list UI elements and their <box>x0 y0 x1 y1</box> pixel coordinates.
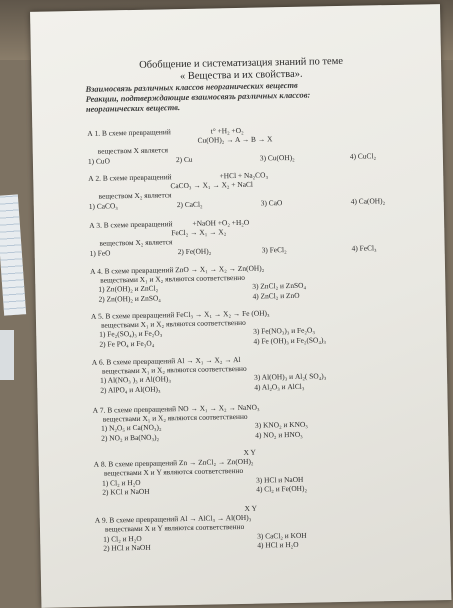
answer-option-2[interactable]: 2) AlPO₄ и Al(OH)₃ <box>100 384 161 395</box>
question-stem: А 8. В схеме превращений Zn → ZnCl₂ → Zn(OH)₂ <box>93 456 254 469</box>
question-a2 <box>88 170 386 211</box>
question-a6 <box>91 354 327 395</box>
worksheet-subtitle <box>85 79 376 115</box>
question-a4 <box>89 263 307 304</box>
answer-option-2[interactable]: 2) Zn(OH)₂ и ZnSO₄ <box>98 293 161 304</box>
question-prompt: веществами X₁ и X₂ являются соответственно <box>101 364 247 376</box>
answer-option-3[interactable]: 3) KNO₂ и KNO₃ <box>254 420 308 431</box>
answer-option-4[interactable]: 4) HCl и H₂O <box>257 539 299 550</box>
answer-option-2[interactable]: 2) Fe PO₄ и Fe₃O₄ <box>99 338 155 349</box>
answer-option-2[interactable]: 2) Cu <box>175 154 193 164</box>
answer-option-4[interactable]: 4) Ca(OH)₂ <box>350 195 386 206</box>
question-a9 <box>94 503 307 553</box>
answer-options <box>94 483 308 497</box>
answer-option-4[interactable]: 4) NO₂ и HNO₃ <box>255 429 303 440</box>
question-prompt: веществом X является <box>97 145 169 157</box>
answer-option-3[interactable]: 3) Cu(OH)₂ <box>259 152 295 163</box>
question-stem: А 5. В схеме превращений FeCl₃ → X₁ → X₂ → Fe (OH)₃ <box>90 308 270 321</box>
answer-option-3[interactable]: 3) Al(OH)₃ и Al₂( SO₄)₃ <box>254 371 327 383</box>
scheme-reagents: X Y <box>244 503 257 513</box>
question-prompt: веществами X и Y являются соответственно <box>104 522 245 534</box>
scheme-reagents: X Y <box>243 447 256 457</box>
paper-scrap <box>0 194 26 315</box>
answer-options <box>90 290 300 304</box>
title-line-2: « Вещества и их свойства». <box>179 68 303 83</box>
answer-options <box>92 381 305 395</box>
answer-option-4[interactable]: 4) CuCl₂ <box>349 150 377 161</box>
question-stem: А 7. В схеме превращений NO → X₁ → X₂ → NaNO₃ <box>92 402 260 415</box>
answer-option-1[interactable]: 1) CaCO₃ <box>88 200 118 211</box>
question-prompt: веществом X₂ является <box>98 190 172 202</box>
answer-option-3[interactable]: 3) Fe(NO₃)₃ и Fe₂O₃ <box>253 325 315 337</box>
answer-option-4[interactable]: 4) Fe (OH)₃ и Fe₂(SO₄)₃ <box>253 334 327 346</box>
answer-option-2[interactable]: 2) HCl и NaOH <box>103 542 151 553</box>
answer-option-4[interactable]: 4) FeCl₃ <box>351 242 377 253</box>
worksheet-page <box>30 4 451 608</box>
answer-options <box>93 429 303 443</box>
question-a7 <box>92 402 308 443</box>
paper-scrap-small <box>0 330 14 380</box>
answer-option-2[interactable]: 2) Fe(OH)₂ <box>177 246 212 256</box>
conversion-scheme: CaCO₃ → X₁ → X₂ + NaCl <box>170 179 254 191</box>
scheme-reagents: +NaOH +O₂ +H₂O <box>192 217 250 228</box>
question-stem: А 1. В схеме превращений <box>87 127 171 138</box>
answer-option-1[interactable]: 1) Cl₂ и H₂O <box>102 477 141 488</box>
question-stem: А 4. В схеме превращений ZnO → X₁ → X₂ → Zn(OH)₂ <box>89 263 265 276</box>
question-prompt: веществами X₁ и X₂ являются соответственно <box>100 318 246 330</box>
answer-option-3[interactable]: 3) ZnCl₂ и ZnSO₄ <box>252 281 307 292</box>
conversion-scheme: FeCl₂ → X₁ → X₂ <box>171 227 227 238</box>
answer-option-1[interactable]: 1) Fe₂(SO₄)₃ и Fe₂O₃ <box>99 328 163 340</box>
answer-option-1[interactable]: 1) CuO <box>87 156 110 166</box>
question-prompt: веществами X и Y являются соответственно <box>103 466 244 479</box>
subtitle-line-2: Реакции, подтверждающие взаимосвязь различных классов: <box>85 90 311 104</box>
title-line-1: Обобщение и систематизация знаний по теме <box>139 55 344 71</box>
answer-option-4[interactable]: 4) Al₂O₃ и AlCl₃ <box>254 381 305 392</box>
scheme-reagents: t° +H₂ +O₂ <box>210 125 244 136</box>
answer-option-2[interactable]: 2) CaCl₂ <box>176 199 203 209</box>
subtitle-line-1: Взаимосвязь различных классов неорганических веществ <box>85 80 298 94</box>
answer-option-3[interactable]: 3) FeCl₂ <box>261 244 287 255</box>
answer-option-1[interactable]: 1) FeO <box>89 248 111 258</box>
question-prompt: веществами X₁ и X₂ являются соответственно <box>102 412 248 424</box>
question-a3 <box>89 217 377 258</box>
scheme-reagents: +HCl + Na₂CO₃ <box>219 170 269 181</box>
question-a5 <box>90 308 327 349</box>
question-prompt: веществом X₂ является <box>99 237 173 249</box>
answer-option-1[interactable]: 1) Al(NO₃ )₃ и Al(OH)₃ <box>100 374 172 386</box>
question-prompt: веществами X₁ и X₂ являются соответственно <box>100 273 245 285</box>
conversion-scheme: Cu(OH)₂ → A → B → X <box>197 134 273 145</box>
answer-option-2[interactable]: 2) KCl и NaOH <box>102 486 150 497</box>
question-a8 <box>93 447 308 497</box>
question-a1 <box>87 125 377 166</box>
question-stem: А 6. В схеме превращений Al → X₁ → X₂ → Al <box>91 354 241 367</box>
answer-option-3[interactable]: 3) CaO <box>260 197 283 208</box>
answer-options <box>95 539 299 553</box>
answer-option-1[interactable]: 1) Cl₂ и H₂O <box>103 533 142 544</box>
answer-option-4[interactable]: 4) ZnCl₂ и ZnO <box>252 290 300 301</box>
question-stem: А 2. В схеме превращений <box>88 172 172 183</box>
answer-option-1[interactable]: 1) N₂O₅ и Ca(NO₃)₂ <box>100 422 162 434</box>
answer-option-3[interactable]: 3) HCl и NaOH <box>255 474 304 485</box>
subtitle-line-3: неорганических веществ. <box>85 103 181 114</box>
question-stem: А 9. В схеме превращений Al → AlCl₃ → Al(OH)₃ <box>94 512 252 525</box>
answer-option-2[interactable]: 2) NO₂ и Ba(NO₃)₂ <box>101 432 160 443</box>
answer-option-4[interactable]: 4) Cl₂ и Fe(OH)₂ <box>256 483 308 494</box>
answer-option-3[interactable]: 3) CaCl₂ и KOH <box>257 530 307 541</box>
answer-option-1[interactable]: 1) Zn(OH)₂ и ZnCl₂ <box>98 283 159 295</box>
question-stem: А 3. В схеме превращений <box>89 219 173 230</box>
